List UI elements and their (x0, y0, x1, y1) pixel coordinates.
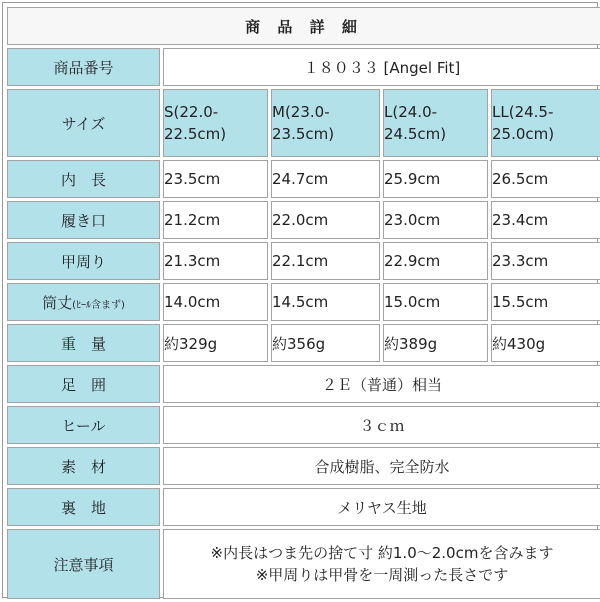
note-line-inner-length: ※内長はつま先の捨て寸 約1.0～2.0cmを含みます (210, 544, 554, 562)
size-m: M(23.0-23.5cm) (271, 89, 380, 157)
shaft-height-s: 14.0cm (163, 283, 268, 321)
opening-label: 履き口 (7, 201, 160, 239)
size-label: サイズ (7, 89, 160, 157)
inner-length-m: 24.7cm (271, 160, 380, 198)
material-label: 素 材 (7, 447, 160, 485)
inner-length-label: 内 長 (7, 160, 160, 198)
shaft-height-l: 15.0cm (383, 283, 488, 321)
shaft-height-ll: 15.5cm (491, 283, 600, 321)
opening-l: 23.0cm (383, 201, 488, 239)
shaft-height-m: 14.5cm (271, 283, 380, 321)
note-line-instep: ※甲周りは甲骨を一周測った長さです (255, 566, 509, 584)
product-number-label: 商品番号 (7, 48, 160, 86)
product-number-value: １８０３３ [Angel Fit] (163, 48, 600, 86)
opening-ll: 23.4cm (491, 201, 600, 239)
opening-m: 22.0cm (271, 201, 380, 239)
spec-table (4, 4, 600, 602)
shaft-height-label-text: 筒丈 (42, 293, 73, 312)
instep-l: 22.9cm (383, 242, 488, 280)
size-l: L(24.0-24.5cm) (383, 89, 488, 157)
instep-s: 21.3cm (163, 242, 268, 280)
weight-label: 重 量 (7, 324, 160, 362)
width-value: ２Ｅ（普通）相当 (163, 365, 600, 403)
inner-length-ll: 26.5cm (491, 160, 600, 198)
instep-ll: 23.3cm (491, 242, 600, 280)
weight-s: 約329g (163, 324, 268, 362)
notes-value (163, 529, 600, 599)
instep-m: 22.1cm (271, 242, 380, 280)
size-s: S(22.0-22.5cm) (163, 89, 268, 157)
shaft-height-label (7, 283, 160, 321)
inner-length-l: 25.9cm (383, 160, 488, 198)
weight-ll: 約430g (491, 324, 600, 362)
material-value: 合成樹脂、完全防水 (163, 447, 600, 485)
table-title: 商 品 詳 細 (7, 7, 600, 45)
weight-m: 約356g (271, 324, 380, 362)
heel-label: ヒール (7, 406, 160, 444)
lining-value: メリヤス生地 (163, 488, 600, 526)
inner-length-s: 23.5cm (163, 160, 268, 198)
product-details-table (2, 2, 598, 598)
weight-l: 約389g (383, 324, 488, 362)
width-label: 足 囲 (7, 365, 160, 403)
shaft-height-label-note: (ﾋｰﾙ含まず) (72, 299, 125, 311)
heel-value: ３ｃｍ (163, 406, 600, 444)
instep-label: 甲周り (7, 242, 160, 280)
notes-label: 注意事項 (7, 529, 160, 599)
lining-label: 裏 地 (7, 488, 160, 526)
opening-s: 21.2cm (163, 201, 268, 239)
size-ll: LL(24.5-25.0cm) (491, 89, 600, 157)
